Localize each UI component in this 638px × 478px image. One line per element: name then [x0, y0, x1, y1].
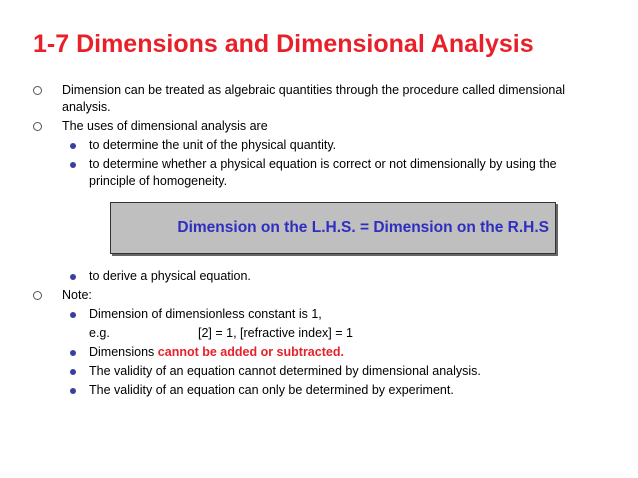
- dot-bullet-icon: [70, 274, 76, 280]
- note-add-prefix: Dimensions: [89, 345, 155, 359]
- sub-bullet-note-add: [0, 344, 638, 361]
- sub-bullet-use-derive: [0, 268, 638, 285]
- dot-bullet-icon: [70, 350, 76, 356]
- use-derive-text: to derive a physical equation.: [89, 269, 251, 283]
- note-validity-2-text: The validity of an equation can only be determined by experiment.: [89, 383, 454, 397]
- use-homogeneity-text: to determine whether a physical equation is correct or not dimensionally by using the principle of homogeneity.: [89, 157, 557, 188]
- bullet-intro: [0, 82, 638, 116]
- dot-bullet-icon: [70, 312, 76, 318]
- homogeneity-highlight-box: [110, 202, 556, 254]
- sub-bullet-use-unit: [0, 137, 638, 154]
- dot-bullet-icon: [70, 388, 76, 394]
- slide-content: [0, 82, 638, 401]
- note-example-label: e.g.: [89, 326, 110, 340]
- sub-bullet-note-validity-1: [0, 363, 638, 380]
- note-constant-text: Dimension of dimensionless constant is 1,: [89, 307, 322, 321]
- dot-bullet-icon: [70, 369, 76, 375]
- sub-bullet-note-validity-2: [0, 382, 638, 399]
- note-example-value: [2] = 1, [refractive index] = 1: [198, 326, 353, 340]
- hollow-circle-bullet-icon: [33, 122, 42, 131]
- hollow-circle-bullet-icon: [33, 291, 42, 300]
- dot-bullet-icon: [70, 162, 76, 168]
- note-heading-text: Note:: [62, 288, 92, 302]
- uses-heading-text: The uses of dimensional analysis are: [62, 119, 268, 133]
- slide-title: 1-7 Dimensions and Dimensional Analysis: [33, 30, 534, 58]
- bullet-note-heading: [0, 287, 638, 304]
- highlight-box-text: Dimension on the L.H.S. = Dimension on the R.H.S: [177, 219, 549, 236]
- note-add-emphasis: cannot be added or subtracted.: [157, 345, 344, 359]
- note-validity-1-text: The validity of an equation cannot determined by dimensional analysis.: [89, 364, 481, 378]
- bullet-uses-heading: [0, 118, 638, 135]
- sub-bullet-note-constant: [0, 306, 638, 323]
- dot-bullet-icon: [70, 143, 76, 149]
- intro-text: Dimension can be treated as algebraic quantities through the procedure called dimensional analysis.: [62, 83, 566, 114]
- sub-bullet-use-homogeneity: [0, 156, 638, 190]
- hollow-circle-bullet-icon: [33, 86, 42, 95]
- note-example-line: [0, 325, 638, 342]
- use-unit-text: to determine the unit of the physical quantity.: [89, 138, 337, 152]
